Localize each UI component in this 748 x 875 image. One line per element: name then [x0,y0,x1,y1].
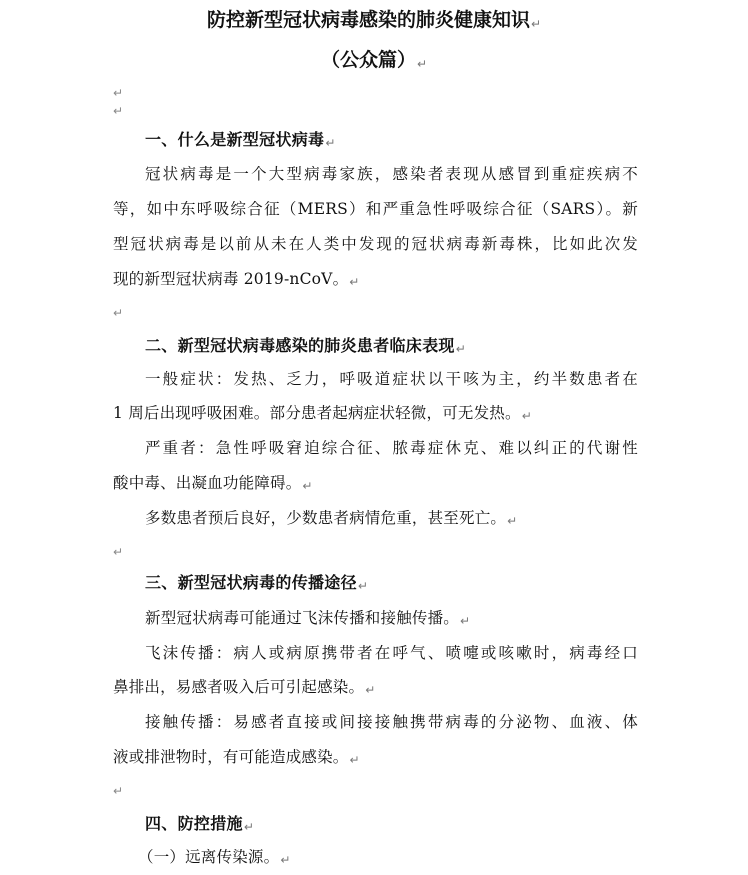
section-heading: 二、新型冠状病毒感染的肺炎患者临床表现↵ [145,336,467,356]
body-line: （一）远离传染源。↵ [138,848,291,867]
body-line: 多数患者预后良好，少数患者病情危重，甚至死亡。↵ [145,509,518,528]
paragraph-mark-icon: ↵ [349,275,360,289]
body-line: 新型冠状病毒可能通过飞沫传播和接触传播。↵ [145,609,471,628]
paragraph-mark-icon: ↵ [455,342,467,356]
section-heading: 一、什么是新型冠状病毒↵ [145,130,336,150]
section-heading: 三、新型冠状病毒的传播途径↵ [145,573,369,593]
body-line: 液或排泄物时，有可能造成感染。↵ [113,748,360,767]
empty-paragraph-mark-icon: ↵ [113,104,124,118]
paragraph-mark-icon: ↵ [416,57,428,71]
empty-paragraph-mark-icon: ↵ [113,545,124,559]
section-heading: 四、防控措施↵ [145,814,255,834]
document-title: 防控新型冠状病毒感染的肺炎健康知识↵ [206,9,542,31]
body-line: 接触传播：易感者直接或间接接触携带病毒的分泌物、血液、体 [145,713,638,731]
body-line: 飞沫传播：病人或病原携带者在呼气、喷嚏或咳嗽时，病毒经口 [145,644,638,662]
paragraph-mark-icon: ↵ [302,479,313,493]
empty-paragraph-mark-icon: ↵ [113,86,124,100]
paragraph-mark-icon: ↵ [365,683,376,697]
paragraph-mark-icon: ↵ [349,753,360,767]
body-line: 鼻排出，易感者吸入后可引起感染。↵ [113,678,376,697]
paragraph-mark-icon: ↵ [357,579,369,593]
document-subtitle: （公众篇）↵ [320,49,428,71]
body-line: 冠状病毒是一个大型病毒家族，感染者表现从感冒到重症疾病不 [145,165,638,183]
paragraph-mark-icon: ↵ [530,17,542,31]
body-line: 现的新型冠状病毒 2019-nCoV。↵ [113,270,360,289]
paragraph-mark-icon: ↵ [325,136,336,150]
empty-paragraph-mark-icon: ↵ [113,784,124,798]
empty-paragraph-mark-icon: ↵ [113,306,124,320]
paragraph-mark-icon: ↵ [460,614,471,628]
body-line: 等，如中东呼吸综合征（MERS）和严重急性呼吸综合征（SARS）。新 [113,200,638,218]
body-line: 酸中毒、出凝血功能障碍。↵ [113,474,313,493]
body-line: 一般症状：发热、乏力，呼吸道症状以干咳为主，约半数患者在 [145,370,638,388]
body-line: 严重者：急性呼吸窘迫综合征、脓毒症休克、难以纠正的代谢性 [145,439,638,457]
paragraph-mark-icon: ↵ [521,409,532,423]
paragraph-mark-icon: ↵ [507,514,518,528]
body-line: 型冠状病毒是以前从未在人类中发现的冠状病毒新毒株，比如此次发 [113,235,638,253]
paragraph-mark-icon: ↵ [280,853,291,867]
body-line: 1 周后出现呼吸困难。部分患者起病症状轻微，可无发热。↵ [113,404,532,423]
paragraph-mark-icon: ↵ [243,820,255,834]
